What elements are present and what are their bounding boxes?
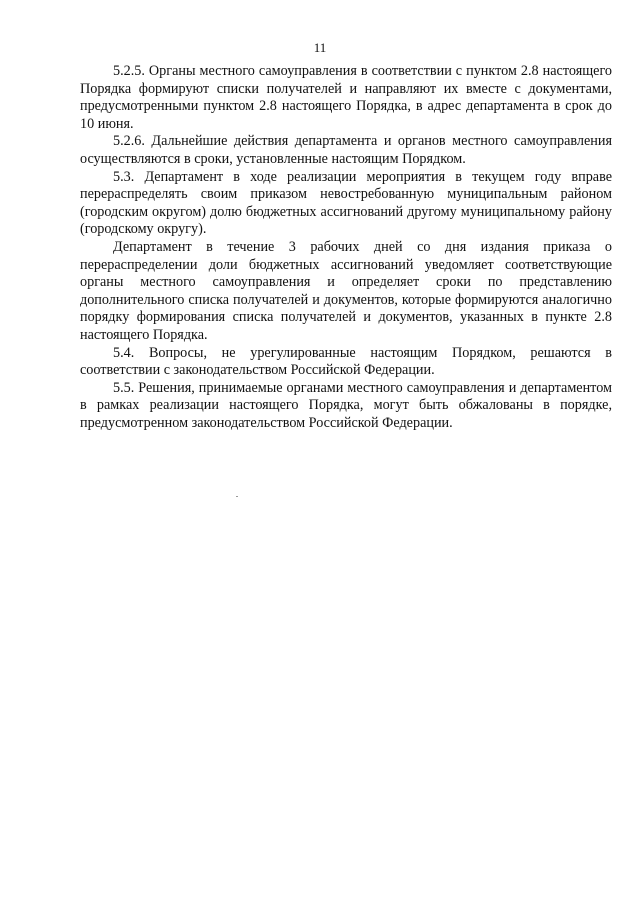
paragraph-5-3-notification: Департамент в течение 3 рабочих дней со дня издания приказа о перераспределении доли бюджетных ассигнований уведомляет соответствующие органы местного самоуправления и определяет сроки по представлению дополнительного списка получателей и документов, которые формируются аналогично порядку формирования списка получателей и документов, указанных в пункте 2.8 настоящего Порядка.	[80, 238, 612, 343]
paragraph-5-3: 5.3. Департамент в ходе реализации мероприятия в текущем году вправе перераспределять своим приказом невостребованную муниципальным районом (городским округом) долю бюджетных ассигнований другому муниципальному району (городскому округу).	[80, 168, 612, 238]
paragraph-5-2-6: 5.2.6. Дальнейшие действия департамента и органов местного самоуправления осуществляются в сроки, установленные настоящим Порядком.	[80, 133, 612, 167]
paragraph-5-5: 5.5. Решения, принимаемые органами местного самоуправления и департаментом в рамках реализации настоящего Порядка, могут быть обжалованы в порядке, предусмотренном законодательством Российской Федерации.	[80, 379, 612, 431]
paragraph-5-2-5: 5.2.5. Органы местного самоуправления в соответствии с пунктом 2.8 настоящего Порядка формируют списки получателей и направляют их вместе с документами, предусмотренными пунктом 2.8 настоящего Порядка, в адрес департамента в срок до 10 июня.	[80, 63, 612, 132]
paragraph-5-4: 5.4. Вопросы, не урегулированные настоящим Порядком, решаются в соответствии с законодательством Российской Федерации.	[80, 344, 612, 379]
page-number: 11	[313, 40, 327, 55]
scan-speck	[236, 496, 238, 497]
document-body	[80, 63, 612, 432]
